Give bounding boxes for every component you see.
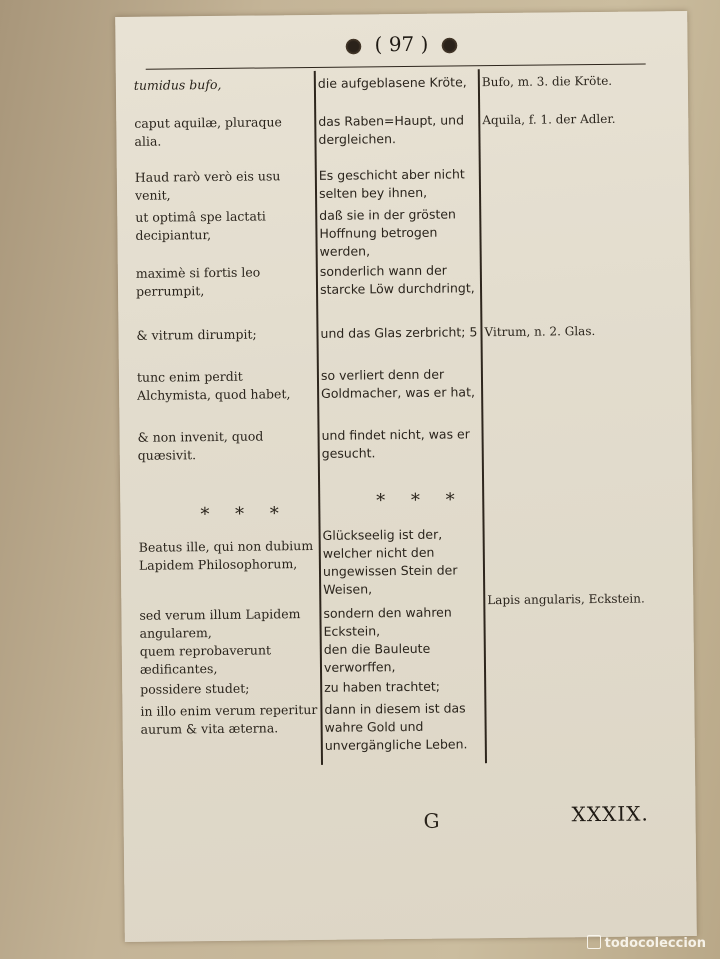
watermark-logo-icon xyxy=(587,935,601,949)
german-line: daß sie in der grösten Hoffnung betrogen werden, xyxy=(319,206,457,259)
latin-line: tumidus bufo, xyxy=(133,76,222,93)
latin-line: & non invenit, quod quæsivit. xyxy=(137,428,264,463)
latin-line: Haud rarò verò eis usu venit, xyxy=(134,168,281,203)
german-line: Es geschicht aber nicht selten bey ihnen, xyxy=(318,166,465,201)
german-line: das Raben=Haupt, und dergleichen. xyxy=(318,112,465,147)
latin-line: in illo enim verum reperitur aurum & vita æterna. xyxy=(140,701,318,737)
stars-latin: * * * xyxy=(200,503,289,526)
latin-line: tunc enim perdit Alchymista, quod habet, xyxy=(136,368,291,403)
ornament-left-icon xyxy=(345,37,363,55)
german-line: und findet nicht, was er gesucht. xyxy=(321,426,470,461)
german-line: zu haben trachtet; xyxy=(324,678,441,695)
signature-mark: G xyxy=(423,808,440,833)
latin-line: possidere studet; xyxy=(140,680,250,697)
latin-line: maximè si fortis leo perrumpit, xyxy=(135,264,261,299)
german-line: und das Glas zerbricht; 5 xyxy=(320,324,478,341)
header-rule xyxy=(146,63,646,69)
latin-line: sed verum illum Lapidem angularem, xyxy=(139,606,301,641)
latin-line: caput aquilæ, pluraque alia. xyxy=(134,114,282,149)
watermark-text: todocoleccion xyxy=(604,936,706,951)
ornament-right-icon xyxy=(440,36,458,54)
german-line: den die Bauleute verworffen, xyxy=(323,640,431,675)
page-header xyxy=(115,29,687,59)
gloss-line: Aquila, f. 1. der Adler. xyxy=(482,111,616,128)
watermark xyxy=(587,935,706,951)
book-page xyxy=(115,11,697,942)
gloss-line: Vitrum, n. 2. Glas. xyxy=(484,324,596,340)
page-number: ( 97 ) xyxy=(374,31,429,57)
german-line: Glückseelig ist der, welcher nicht den ungewissen Stein der Weisen, xyxy=(322,526,458,597)
german-line: sondern den wahren Eckstein, xyxy=(323,604,452,639)
german-line: die aufgeblasene Kröte, xyxy=(317,74,467,91)
german-line: so verliert denn der Goldmacher, was er hat, xyxy=(320,366,475,401)
german-line: dann in diesem ist das wahre Gold und unvergängliche Leben. xyxy=(324,700,468,753)
latin-line: ut optimâ spe lactati decipiantur, xyxy=(135,208,266,243)
german-line: sonderlich wann der starcke Löw durchdringt, xyxy=(319,262,475,297)
latin-line: quem reprobaverunt ædificantes, xyxy=(139,642,272,677)
stars-german: * * * xyxy=(376,489,465,512)
section-number: XXXIX. xyxy=(571,801,649,827)
gloss-line: Lapis angularis, Eckstein. xyxy=(487,591,645,608)
gloss-line: Bufo, m. 3. die Kröte. xyxy=(481,73,613,90)
latin-line: & vitrum dirumpit; xyxy=(136,326,257,343)
latin-line: Beatus ille, qui non dubium Lapidem Philosophorum, xyxy=(138,537,314,573)
